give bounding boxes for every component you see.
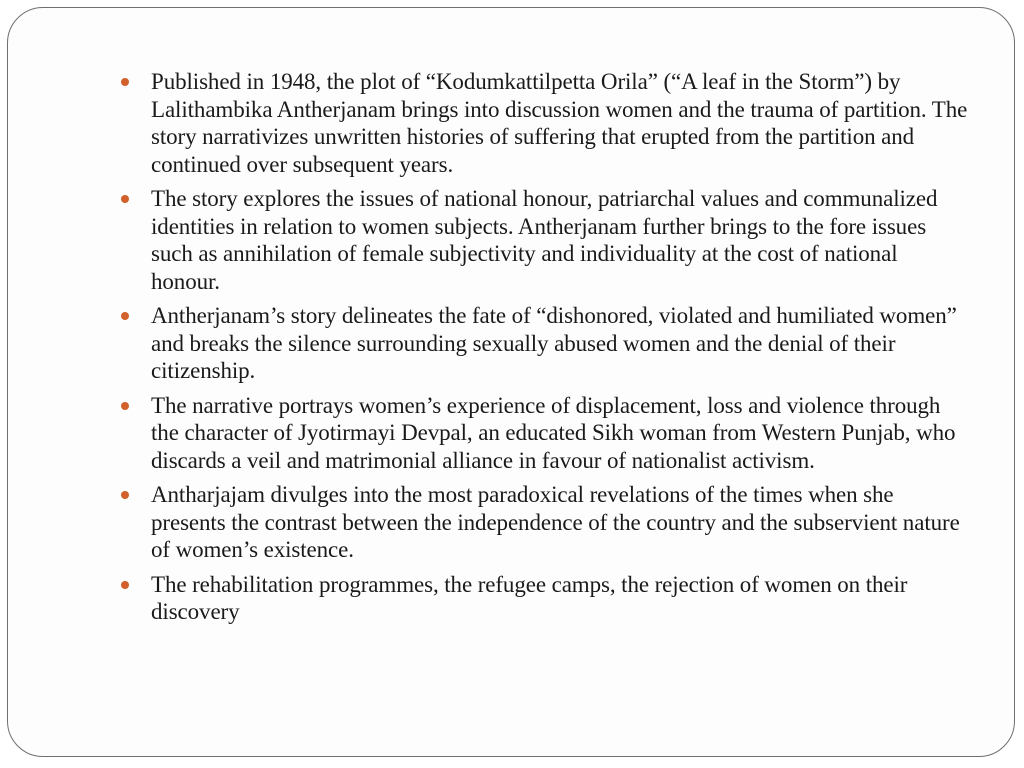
bullet-dot-icon (121, 581, 129, 589)
bullet-item (120, 68, 970, 178)
bullet-item (120, 392, 970, 475)
bullet-item (120, 481, 970, 564)
bullet-text: Published in 1948, the plot of “Kodumkattilpetta Orila” (“A leaf in the Storm”) by Lalithambika Antherjanam brings into discussion women and the trauma of partition. The story narrativizes unwritten histories of suffering that erupted from the partition and continued over subsequent years. (151, 69, 968, 177)
bullet-text: The rehabilitation programmes, the refugee camps, the rejection of women on their discovery (151, 571, 908, 624)
bullet-text: The story explores the issues of national honour, patriarchal values and communalized identities in relation to women subjects. Antherjanam further brings to the fore issues such as annihilation of female subjectivity and individuality at the cost of national honour. (151, 186, 938, 294)
bullet-dot-icon (121, 78, 129, 86)
slide-frame (7, 7, 1015, 757)
bullet-text: Antharjajam divulges into the most paradoxical revelations of the times when she presents the contrast between the independence of the country and the subservient nature of women’s existence. (151, 482, 960, 562)
bullet-item (120, 571, 970, 626)
bullet-item (120, 185, 970, 295)
bullet-item (120, 302, 970, 385)
bullet-list (120, 68, 970, 633)
bullet-dot-icon (121, 312, 129, 320)
bullet-dot-icon (121, 402, 129, 410)
bullet-text: The narrative portrays women’s experience of displacement, loss and violence through the character of Jyotirmayi Devpal, an educated Sikh woman from Western Punjab, who discards a veil and matrimonial alliance in favour of nationalist activism. (151, 392, 956, 473)
bullet-dot-icon (121, 491, 129, 499)
bullet-text: Antherjanam’s story delineates the fate of “dishonored, violated and humiliated women” and breaks the silence surrounding sexually abused women and the denial of their citizenship. (151, 303, 957, 383)
bullet-dot-icon (121, 195, 129, 203)
